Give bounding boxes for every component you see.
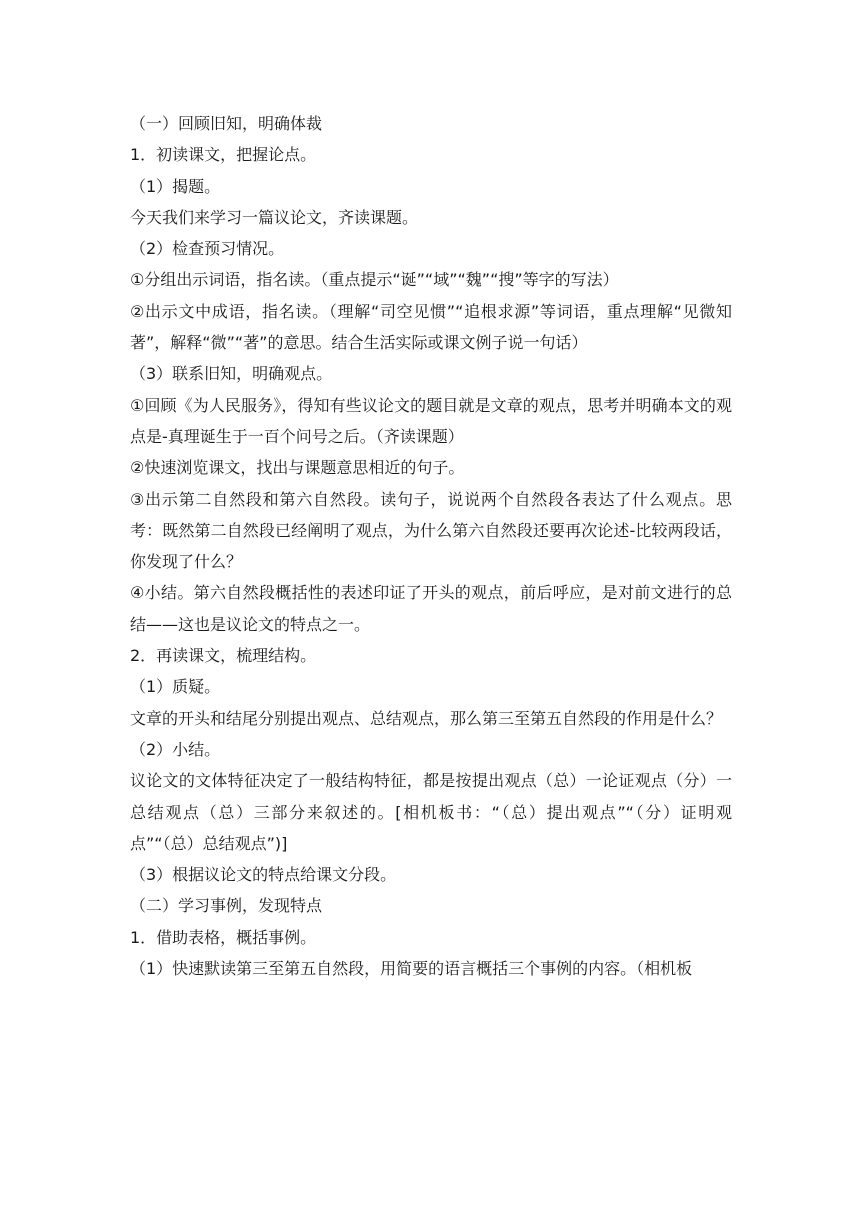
paragraph: 今天我们来学习一篇议论文，齐读课题。 bbox=[130, 207, 419, 227]
list-item: ①分组出示词语，指名读。（重点提示“诞”“域”“魏”“搜”等字的写法） bbox=[130, 270, 619, 290]
paragraph: 文章的开头和结尾分别提出观点、总结观点，那么第三至第五自然段的作用是什么？ bbox=[130, 708, 723, 728]
paragraph: 议论文的文体特征决定了一般结构特征，都是按提出观点（总）一论证观点（分）一总结观点（总）三部分来叙述的。[相机板书：“（总）提出观点”“（分）证明观点”“（总）总结观点”)] bbox=[130, 771, 732, 853]
sub-step: （1）快速默读第三至第五自然段，用简要的语言概括三个事例的内容。（相机板 bbox=[130, 959, 693, 979]
sub-step: （3）联系旧知，明确观点。 bbox=[130, 364, 333, 384]
section-heading: （二）学习事例，发现特点 bbox=[130, 896, 323, 916]
list-item: ②出示文中成语，指名读。（理解“司空见惯”“追根求源”等词语，重点理解“见微知著”，解释“微”“著”的意思。结合生活实际或课文例子说一句话） bbox=[130, 301, 732, 353]
list-item: ①回顾《为人民服务》，得知有些议论文的题目就是文章的观点，思考并明确本文的观点是-真理诞生于一百个问号之后。（齐读课题） bbox=[130, 395, 732, 446]
sub-step: （2）小结。 bbox=[130, 739, 221, 759]
sub-step: （3）根据议论文的特点给课文分段。 bbox=[130, 865, 397, 885]
step-heading: 1．借助表格，概括事例。 bbox=[130, 927, 317, 947]
list-item: ③出示第二自然段和第六自然段。读句子，说说两个自然段各表达了什么观点。思考：既然第二自然段已经阐明了观点，为什么第六自然段还要再次论述-比较两段话，你发现了什么？ bbox=[130, 489, 732, 572]
sub-step: （1）揭题。 bbox=[130, 176, 221, 196]
list-item: ④小结。第六自然段概括性的表述印证了开头的观点，前后呼应，是对前文进行的总结——这也是议论文的特点之一。 bbox=[130, 583, 732, 634]
document-body bbox=[130, 108, 732, 984]
section-heading: （一）回顾旧知，明确体裁 bbox=[130, 114, 323, 133]
sub-step: （2）检查预习情况。 bbox=[130, 239, 285, 259]
step-heading: 1．初读课文，把握论点。 bbox=[130, 145, 317, 165]
sub-step: （1）质疑。 bbox=[130, 677, 221, 697]
list-item: ②快速浏览课文，找出与课题意思相近的句子。 bbox=[130, 458, 465, 478]
step-heading: 2．再读课文，梳理结构。 bbox=[130, 646, 317, 666]
